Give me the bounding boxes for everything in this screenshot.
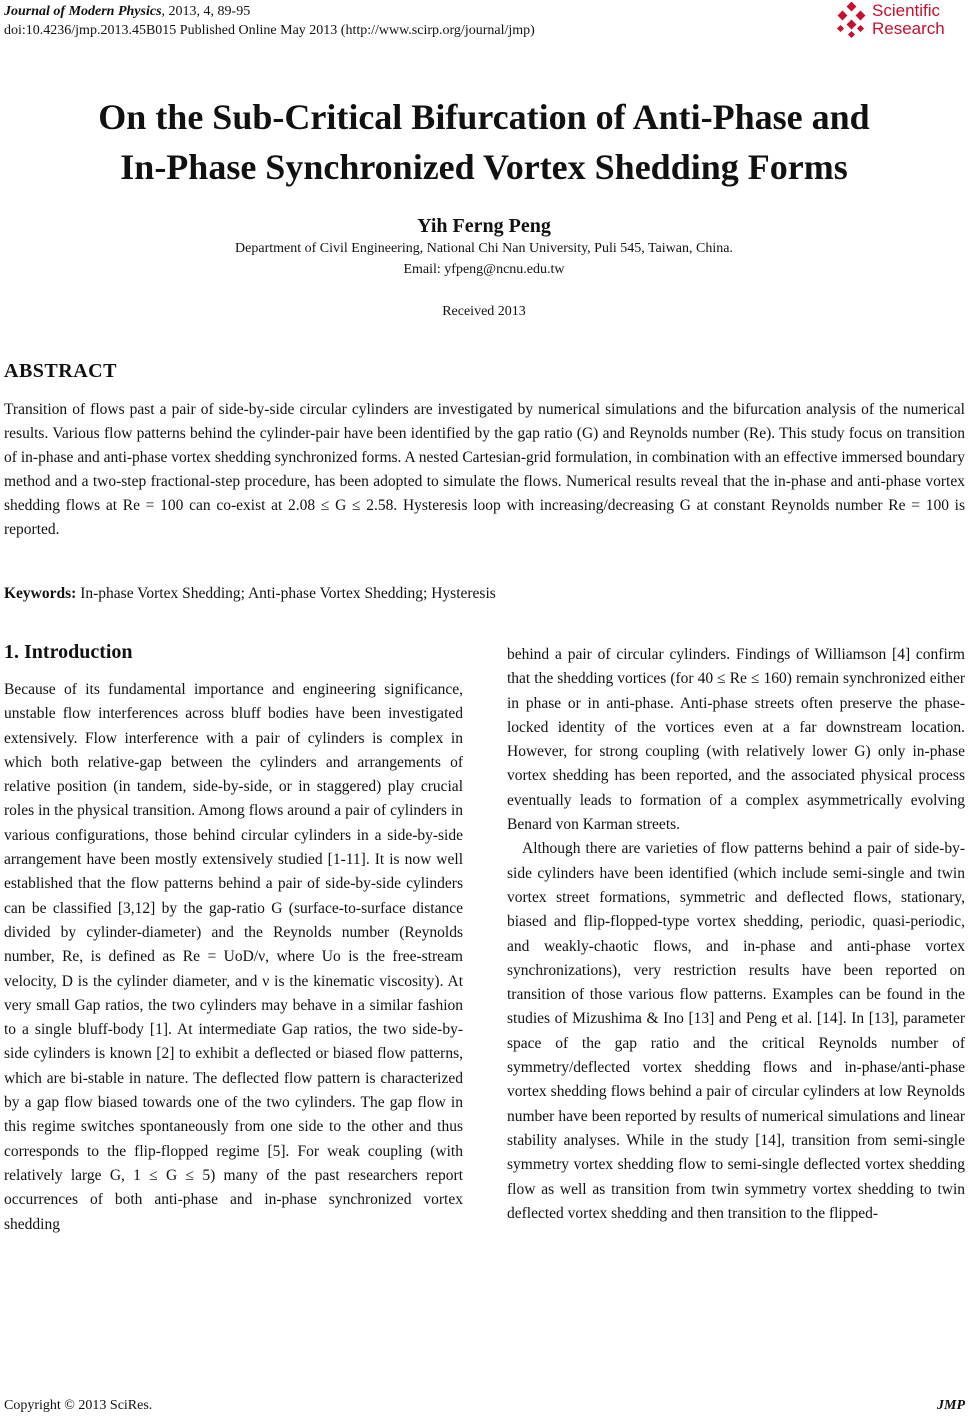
author-affiliation: Department of Civil Engineering, National Chi Nan University, Puli 545, Taiwan, China. — [235, 241, 733, 256]
body-column-left: Because of its fundamental importance and engineering significance, unstable flow interferences across bluff bodies have been investigated extensively. Flow interference with a pair of cylinders is complex in which both relative-gap between the cylinders and arrangements of relative position (in tandem, side-by-side, or in staggered) play crucial roles in the physical transition. Among flows around a pair of cylinders in various configurations, those behind circular cylinders in a side-by-side arrangement have been mostly extensively studied [1-11]. It is now well established that the flow patterns behind a pair of side-by-side cylinders can be classified [3,12] by the gap-ratio G (surface-to-surface distance divided by cylinder-diameter) and the Reynolds number (Reynolds number, Re, is defined as Re = UoD/ν, where Uo is the free-stream velocity, D is the cylinder diameter, and ν is the kinematic viscosity). At very small Gap ratios, the two cylinders may behave in a similar fashion to a single bluff-body [1]. At intermediate Gap ratios, the two side-by-side cylinders is known [2] to exhibit a deflected or biased flow patterns, which are bi-stable in nature. The deflected flow pattern is characterized by a gap flow biased towards one of the two cylinders. The gap flow in this regime switches spontaneously from one side to the other and thus corresponds to the flip-flopped regime [5]. For weak coupling (with relatively large G, 1 ≤ G ≤ 5) many of the past researchers report occurrences of both anti-phase and in-phase synchronized vortex shedding — [4, 681, 463, 1233]
logo-mark-icon — [834, 2, 870, 38]
abstract-text: Transition of flows past a pair of side-by-side circular cylinders are investigated by numerical simulations and the bifurcation analysis of the numerical results. Various flow patterns behind the cylinder-pair have been identified by the gap ratio (G) and Reynolds number (Re). This study focus on transition of in-phase and anti-phase vortex shedding synchronized forms. A nested Cartesian-grid formulation, in combination with an effective immersed boundary method and a two-step fractional-step procedure, has been adopted to simulate the flows. Numerical results reveal that the in-phase and anti-phase vortex shedding flows at Re = 100 can co-exist at 2.08 ≤ G ≤ 2.58. Hysteresis loop with increasing/decreasing G at constant Reynolds number Re = 100 is reported. — [4, 401, 965, 538]
copyright: Copyright © 2013 SciRes. — [4, 1398, 153, 1413]
running-header — [4, 2, 535, 40]
keywords-label: Keywords: — [4, 585, 77, 602]
journal-name: Journal of Modern Physics — [4, 4, 162, 19]
doi-line: doi:10.4236/jmp.2013.45B015 Published Online May 2013 (http://www.scirp.org/journal/jmp) — [4, 23, 535, 38]
page-footer — [4, 1398, 965, 1414]
journal-citation: , 2013, 4, 89-95 — [161, 4, 251, 19]
publisher-logo — [834, 2, 964, 42]
paper-title — [0, 92, 968, 192]
author-email: Email: yfpeng@ncnu.edu.tw — [403, 262, 565, 277]
received-date: Received 2013 — [442, 304, 526, 319]
keywords — [4, 585, 496, 603]
logo-text: Scientific Research — [872, 1, 945, 38]
paragraph: Although there are varieties of flow patterns behind a pair of side-by-side cylinders have been identified (which include semi-single and twin vortex street formations, symmetric and deflected flows, stationary, biased and flip-flopped-type vortex shedding, periodic, quasi-periodic, and weakly-chaotic flows, and in-phase and anti-phase vortex synchronizations), very restriction results have been reported on transition of those various flow patterns. Examples can be found in the studies of Mizushima & Ino [13] and Peng et al. [14]. In [13], parameter space of the gap ratio and the critical Reynolds number of symmetry/deflected vortex shedding flows and in-phase/anti-phase vortex shedding flows behind a pair of circular cylinders at low Reynolds number have been reported by results of numerical simulations and linear stability analyses. While in the study [14], transition from semi-single symmetry vortex shedding flow to semi-single deflected vortex shedding flow as well as transition from twin symmetry vortex shedding to twin deflected vortex shedding and then transition to the flipped- — [507, 840, 965, 1222]
abstract-heading: ABSTRACT — [4, 360, 117, 382]
paragraph: behind a pair of circular cylinders. Findings of Williamson [4] confirm that the shedding vortices (for 40 ≤ Re ≤ 160) remain synchronized either in phase or in anti-phase. Anti-phase streets often preserve the phase-locked identity of the vortices even at a far downstream location. However, for strong coupling (with relatively lower G) only in-phase vortex shedding has been reported, and the associated physical process eventually leads to formation of a complex asymmetrically evolving Benard von Karman streets. — [507, 646, 965, 834]
body-column-right — [507, 643, 965, 1226]
title-line-2: In-Phase Synchronized Vortex Shedding Forms — [120, 147, 848, 187]
journal-abbrev: JMP — [937, 1398, 965, 1413]
keywords-list: In-phase Vortex Shedding; Anti-phase Vortex Shedding; Hysteresis — [76, 585, 496, 602]
author-name: Yih Ferng Peng — [417, 215, 551, 237]
section-heading: 1. Introduction — [4, 641, 133, 663]
title-line-1: On the Sub-Critical Bifurcation of Anti-Phase and — [98, 97, 870, 137]
